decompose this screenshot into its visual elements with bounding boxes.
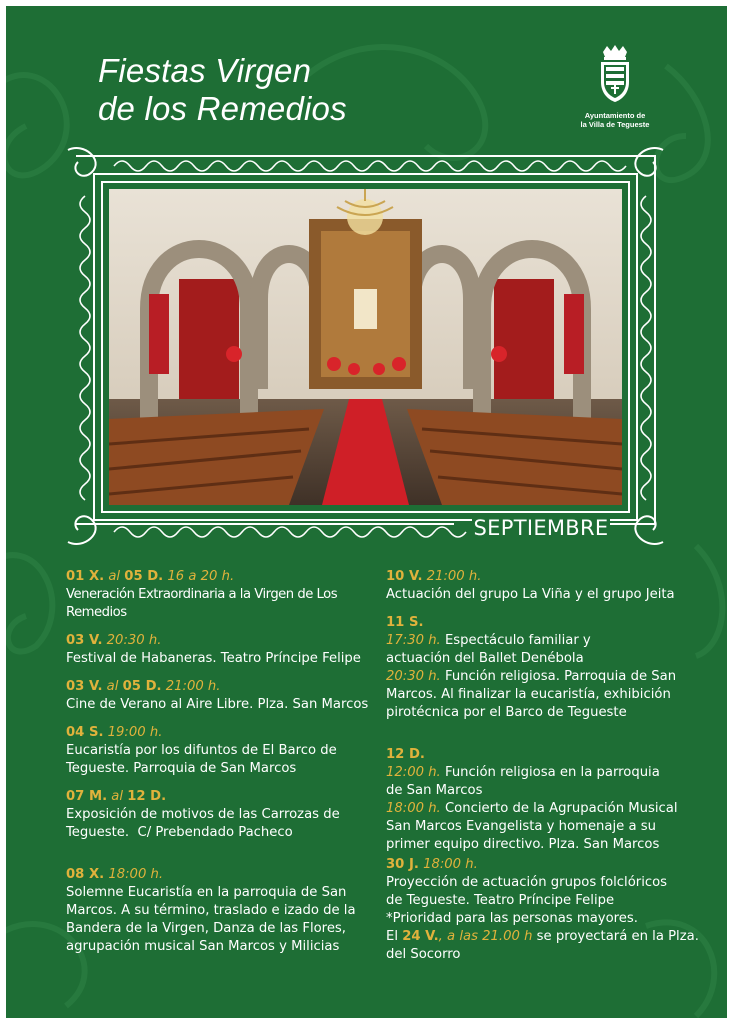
event-date: 01 X. xyxy=(66,569,105,584)
right-column xyxy=(386,568,716,974)
event-time: 16 a 20 h. xyxy=(167,569,235,584)
event-desc-2-line-1: Concierto de la Agrupación Musical xyxy=(444,801,678,816)
logo-line-1: Ayuntamiento de xyxy=(584,111,646,120)
event-desc-line-2: Tegueste. Parroquia de San Marcos xyxy=(66,761,297,776)
event-desc-line-1: Proyección de actuación grupos folclóricos xyxy=(386,875,668,890)
date-sep: al xyxy=(111,789,124,804)
event-time: 18:00 h. xyxy=(108,867,164,882)
event-date-end: 12 D. xyxy=(127,789,167,804)
logo-line-2: la Villa de Tegueste xyxy=(580,120,650,129)
left-column xyxy=(66,568,384,966)
event-date: 03 V. xyxy=(66,679,103,694)
event-10 xyxy=(386,568,716,604)
event-30 xyxy=(386,856,716,964)
event-desc-2-line-3: primer equipo directivo. Plza. San Marcos xyxy=(386,837,660,852)
event-date: 03 V. xyxy=(66,633,103,648)
event-desc-2-line-3: pirotécnica por el Barco de Tegueste xyxy=(386,705,627,720)
poster-title xyxy=(98,52,347,128)
event-time: 21:00 h. xyxy=(165,679,221,694)
event-desc-2-line-1: Función religiosa. Parroquia de San xyxy=(444,669,677,684)
event-desc: Veneración Extraordinaria a la Virgen de Los Remedios xyxy=(66,587,338,620)
title-line-2: de los Remedios xyxy=(98,90,347,127)
event-desc: Actuación del grupo La Viña y el grupo Jeita xyxy=(386,587,675,602)
event-07-12 xyxy=(66,788,384,842)
poster xyxy=(6,6,727,1018)
event-desc-line-2: Marcos. A su término, traslado e izado de la xyxy=(66,903,356,918)
date-sep: al xyxy=(108,569,121,584)
event-08 xyxy=(66,866,384,956)
event-12 xyxy=(386,746,716,854)
event-note: *Prioridad para las personas mayores. xyxy=(386,911,638,926)
event-desc-1-line-2: de San Marcos xyxy=(386,783,483,798)
event-desc-1-line-1: Función religiosa en la parroquia xyxy=(444,765,660,780)
event-extra-place: del Socorro xyxy=(386,947,461,962)
event-desc-line-1: Eucaristía por los difuntos de El Barco de xyxy=(66,743,337,758)
event-date: 11 S. xyxy=(386,615,424,630)
event-desc-line-1: Solemne Eucaristía en la parroquia de San xyxy=(66,885,347,900)
event-date: 04 S. xyxy=(66,725,104,740)
event-extra-prefix: El xyxy=(386,929,398,944)
event-date: 08 X. xyxy=(66,867,105,882)
event-date: 10 V. xyxy=(386,569,423,584)
event-04 xyxy=(66,724,384,778)
event-time-1: 12:00 h. xyxy=(386,765,441,780)
event-extra-text: se proyectará en la Plza. xyxy=(532,929,699,944)
event-03-05 xyxy=(66,678,384,714)
event-time-2: 18:00 h. xyxy=(386,801,441,816)
event-desc-2-line-2: San Marcos Evangelista y homenaje a su xyxy=(386,819,656,834)
event-11 xyxy=(386,614,716,722)
municipality-logo xyxy=(580,44,650,129)
event-desc-line-1: Exposición de motivos de las Carrozas de xyxy=(66,807,340,822)
event-time: 19:00 h. xyxy=(107,725,163,740)
event-desc-line-4: agrupación musical San Marcos y Milicias xyxy=(66,939,340,954)
event-extra-date: 24 V. xyxy=(402,929,439,944)
event-date-end: 05 D. xyxy=(122,679,162,694)
event-03 xyxy=(66,632,384,668)
event-time-1: 17:30 h. xyxy=(386,633,441,648)
event-date: 07 M. xyxy=(66,789,108,804)
event-time-2: 20:30 h. xyxy=(386,669,441,684)
church-interior-photo xyxy=(109,189,622,505)
event-desc-1-line-1: Espectáculo familiar y xyxy=(444,633,591,648)
event-01-05 xyxy=(66,568,384,622)
event-time: 18:00 h. xyxy=(423,857,478,872)
event-time: 20:30 h. xyxy=(106,633,162,648)
event-date-end: 05 D. xyxy=(124,569,164,584)
event-date: 30 J. xyxy=(386,857,419,872)
event-extra-time: , a las 21.00 h xyxy=(438,929,533,944)
event-desc-line-2: de Tegueste. Teatro Príncipe Felipe xyxy=(386,893,615,908)
event-date: 12 D. xyxy=(386,747,425,762)
coat-of-arms-icon xyxy=(595,44,635,104)
event-desc-1-line-2: actuación del Ballet Denébola xyxy=(386,651,584,666)
event-desc-2-line-2: Marcos. Al finalizar la eucaristía, exhibición xyxy=(386,687,671,702)
event-desc: Festival de Habaneras. Teatro Príncipe Felipe xyxy=(66,651,361,666)
event-desc-line-3: Bandera de la Virgen, Danza de las Flores, xyxy=(66,921,346,936)
month-label: SEPTIEMBRE xyxy=(473,516,609,540)
date-sep: al xyxy=(106,679,119,694)
event-desc-line-2: Tegueste. C/ Prebendado Pacheco xyxy=(66,825,293,840)
title-line-1: Fiestas Virgen xyxy=(98,52,312,89)
event-desc: Cine de Verano al Aire Libre. Plza. San Marcos xyxy=(66,697,369,712)
event-time: 21:00 h. xyxy=(426,569,482,584)
